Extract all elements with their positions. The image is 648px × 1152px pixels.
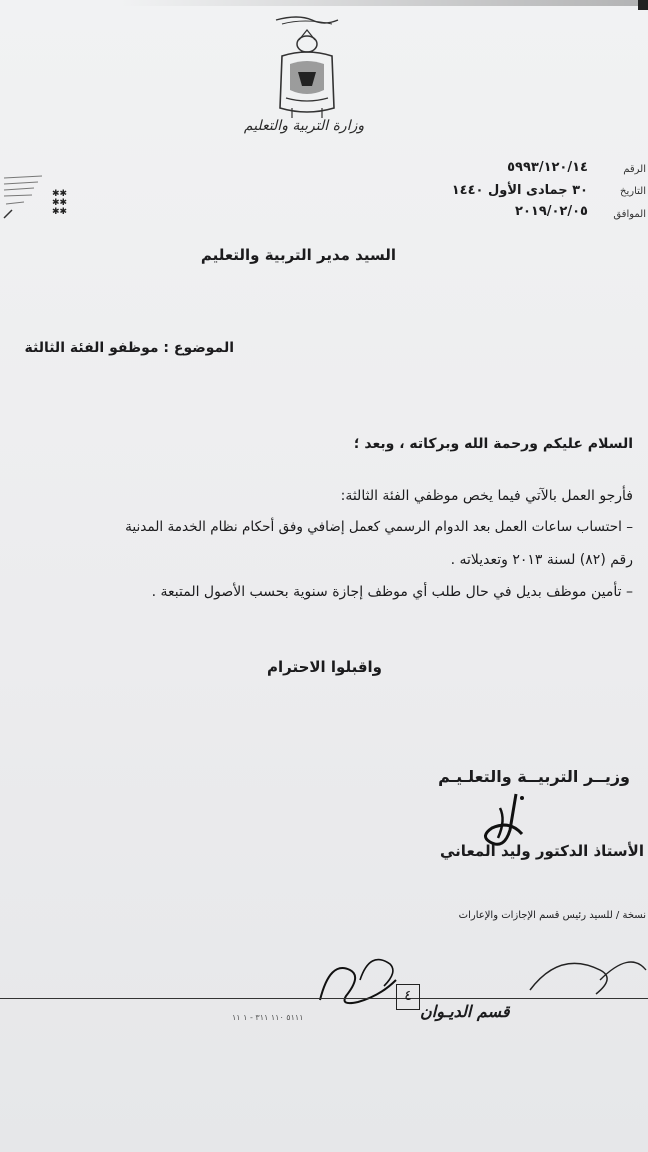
signatory-title: وزيــر التربيــة والتعلـيـم bbox=[438, 767, 630, 786]
stamp-divider bbox=[0, 998, 648, 999]
addressee: السيد مدير التربية والتعليم bbox=[200, 246, 396, 264]
stamp-box-number: ٤ bbox=[396, 984, 420, 1010]
subject-line: الموضوع : موظفو الفئة الثالثة bbox=[24, 340, 234, 356]
ministry-name: وزارة التربية والتعليم bbox=[243, 118, 365, 134]
hijri-date-value: ٣٠ جمادى الأول ١٤٤٠ bbox=[451, 183, 588, 198]
stars-icon: ✱✱ ✱✱ ✱✱ bbox=[52, 189, 68, 217]
body-line: فأرجو العمل بالآتي فيما يخص موظفي الفئة الثالثة: bbox=[340, 488, 633, 504]
letter-reference-block bbox=[446, 158, 646, 228]
page-top-shadow bbox=[120, 0, 648, 6]
greeting: السلام عليكم ورحمة الله وبركاته ، وبعد ؛ bbox=[353, 436, 633, 452]
department-stamp: قسم الديـوان bbox=[420, 1002, 510, 1021]
body-line: – احتساب ساعات العمل بعد الدوام الرسمي كعمل إضافي وفق أحكام نظام الخدمة المدنية bbox=[125, 519, 633, 535]
corresponding-date-label: الموافق bbox=[613, 209, 646, 220]
body-line: – تأمين موظف بديل في حال طلب أي موظف إجازة سنوية بحسب الأصول المتبعة . bbox=[151, 584, 633, 600]
reference-number-value: ٥٩٩٣/١٢٠/١٤ bbox=[507, 160, 588, 175]
signatory-name: الأستاذ الدكتور وليد المعاني bbox=[440, 842, 644, 860]
closing-phrase: واقبلوا الاحترام bbox=[266, 658, 382, 676]
reference-number-label: الرقم bbox=[623, 164, 646, 175]
page-corner-shadow bbox=[638, 0, 648, 10]
stamp-numbers: ٥١١١ ١١٠ ٣١١ - ١ ١١ bbox=[232, 1013, 304, 1022]
copy-to-note: نسخة / للسيد رئيس قسم الإجازات والإعارات bbox=[458, 910, 646, 921]
royal-crest-logo bbox=[268, 12, 346, 124]
gregorian-date-value: ٢٠١٩/٠٢/٠٥ bbox=[515, 204, 588, 219]
side-quality-logo bbox=[2, 168, 72, 226]
body-line: رقم (٨٢) لسنة ٢٠١٣ وتعديلاته . bbox=[450, 552, 633, 568]
date-label: التاريخ bbox=[620, 186, 646, 197]
